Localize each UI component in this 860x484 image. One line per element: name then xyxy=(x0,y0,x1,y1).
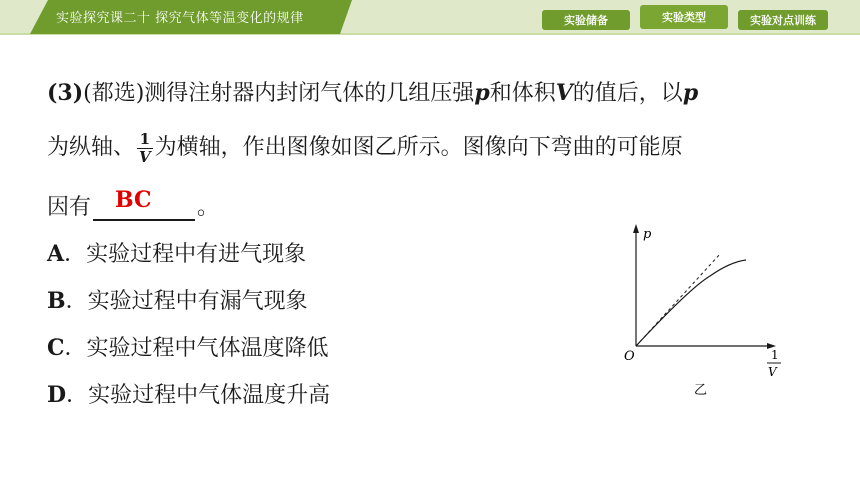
option-letter: C xyxy=(47,335,65,361)
option-text: 实验过程中有漏气现象 xyxy=(87,289,308,314)
question-text: 的值后，以 xyxy=(572,81,683,106)
var-p: p xyxy=(474,80,490,106)
question-text: 。 xyxy=(197,195,220,220)
question-text: 为横轴，作出图像如图乙所示。图像向下弯曲的可能原 xyxy=(154,135,683,160)
option-dot: ． xyxy=(64,336,87,361)
option-b[interactable] xyxy=(47,284,308,315)
option-letter: D xyxy=(47,382,67,408)
option-text: 实验过程中气体温度降低 xyxy=(86,336,329,361)
x-axis-label-denominator: V xyxy=(768,365,777,379)
question-text: 为纵轴、 xyxy=(47,135,136,160)
question-text: 因有 xyxy=(47,195,92,220)
x-axis-label-numerator: 1 xyxy=(771,348,779,362)
option-dot: ． xyxy=(64,242,87,267)
answer-blank xyxy=(93,187,195,221)
fraction-numerator: 1 xyxy=(137,131,153,149)
option-text: 实验过程中气体温度升高 xyxy=(88,383,331,408)
origin-label: O xyxy=(624,349,635,364)
option-dot: ． xyxy=(65,289,88,314)
question-line-1 xyxy=(47,76,698,107)
option-a[interactable] xyxy=(47,237,306,268)
option-letter: A xyxy=(47,241,65,267)
question-number: (3) xyxy=(47,80,84,106)
fraction-denominator: V xyxy=(139,147,151,166)
option-text: 实验过程中有进气现象 xyxy=(86,242,307,267)
y-axis-arrow xyxy=(633,224,639,233)
question-text: (都选)测得注射器内封闭气体的几组压强 xyxy=(83,81,475,106)
nav-practice-button[interactable]: 实验对点训练 xyxy=(738,10,828,30)
fraction-one-over-v xyxy=(137,131,153,165)
p-vs-inverse-v-graph xyxy=(620,220,790,400)
question-text: 和体积 xyxy=(489,81,556,106)
var-v: V xyxy=(555,80,573,106)
y-axis-label: p xyxy=(643,227,652,242)
nav-experiment-prep-button[interactable]: 实验储备 xyxy=(542,10,630,30)
var-p: p xyxy=(682,80,699,106)
option-letter: B xyxy=(47,288,66,314)
option-dot: ． xyxy=(66,383,89,408)
lesson-title: 实验探究课二十 探究气体等温变化的规律 xyxy=(56,11,304,26)
answer-text: BC xyxy=(115,187,152,213)
question-line-2 xyxy=(47,130,683,165)
option-d[interactable] xyxy=(47,378,330,409)
question-line-3 xyxy=(47,187,220,221)
figure-caption: 乙 xyxy=(694,383,708,398)
option-c[interactable] xyxy=(47,331,329,362)
nav-experiment-type-button[interactable]: 实验类型 xyxy=(640,5,728,29)
measured-curve xyxy=(636,260,746,346)
